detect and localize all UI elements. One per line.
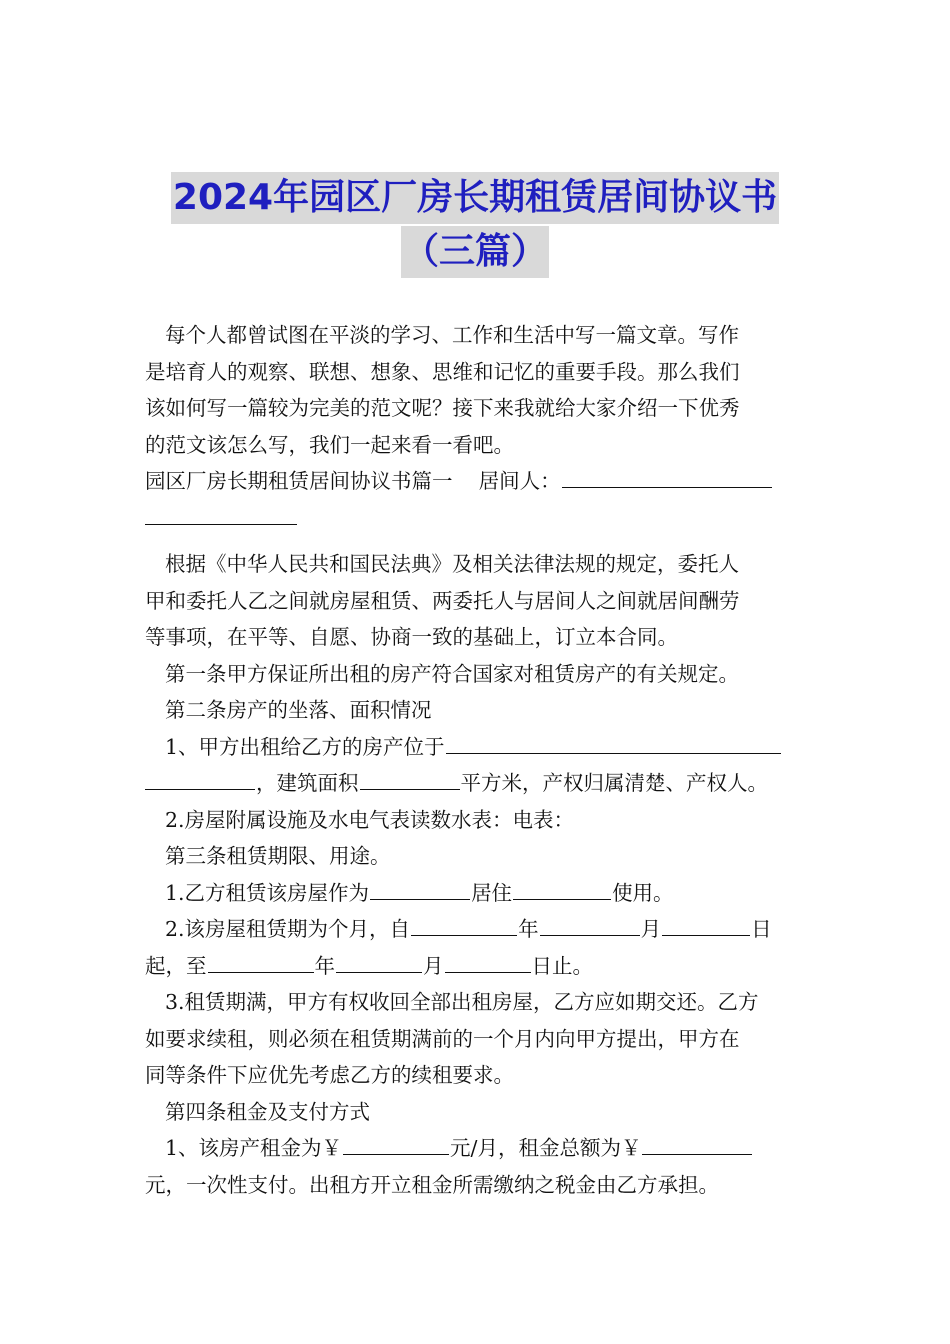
monthly-rent-blank	[343, 1134, 449, 1155]
intro-line: 的范文该怎么写，我们一起来看一看吧。	[145, 432, 514, 457]
legal-basis-line: 等事项，在平等、自愿、协商一致的基础上，订立本合同。	[145, 625, 678, 649]
item-text: 月	[423, 953, 444, 978]
item-text: 年	[518, 917, 539, 941]
item-text: 平方米，产权归属清楚、产权人。	[460, 771, 768, 795]
location-blank	[446, 733, 781, 754]
item-text: 居住	[471, 880, 513, 905]
area-blank	[360, 769, 460, 790]
title-line-1: 2024年园区厂房长期租赁居间协议书	[171, 172, 779, 224]
article-3-item-3: 如要求续租，则必须在租赁期满前的一个月内向甲方提出，甲方在	[145, 1026, 740, 1051]
item-text: 1.乙方租赁该房屋作为	[165, 880, 370, 905]
start-year-blank	[411, 915, 517, 936]
legal-basis-line: 甲和委托人乙之间就房屋租赁、两委托人与居间人之间就居间酬劳	[145, 588, 740, 613]
item-text: 日	[751, 917, 772, 941]
article-3-item-3: 同等条件下应优先考虑乙方的续租要求。	[145, 1063, 514, 1087]
broker-blank-continued	[145, 504, 297, 525]
intro-line: 该如何写一篇较为完美的范文呢？接下来我就给大家介绍一下优秀	[145, 396, 740, 420]
article-3-item-3: 3.租赁期满，甲方有权收回全部出租房屋，乙方应如期交还。乙方	[165, 990, 759, 1014]
intro-line: 是培育人的观察、联想、想象、思维和记忆的重要手段。那么我们	[145, 359, 740, 384]
broker-label: 居间人：	[478, 469, 561, 493]
purpose-blank	[370, 879, 470, 900]
article-3: 第三条租赁期限、用途。	[165, 844, 391, 868]
article-3-item-2	[145, 911, 810, 948]
article-1: 第一条甲方保证所出租的房产符合国家对租赁房产的有关规定。	[165, 661, 739, 686]
document-title	[0, 172, 950, 278]
item-text: 1、该房产租金为￥	[165, 1136, 343, 1160]
article-4-item-1-continued: 元，一次性支付。出租方开立租金所需缴纳之税金由乙方承担。	[145, 1172, 719, 1197]
article-3-item-2-continued	[145, 948, 810, 985]
section1-heading-line	[145, 463, 810, 500]
title-line-2: （三篇）	[401, 226, 549, 278]
article-4-item-1	[145, 1130, 810, 1167]
item-text: 年	[314, 953, 335, 978]
item-text: 日止。	[531, 953, 593, 978]
legal-basis-line: 根据《中华人民共和国民法典》及相关法律法规的规定，委托人	[165, 552, 739, 576]
broker-blank	[562, 467, 772, 488]
total-rent-blank	[642, 1134, 752, 1155]
start-month-blank	[540, 915, 640, 936]
item-text: 1、甲方出租给乙方的房产位于	[165, 734, 445, 759]
article-3-item-1	[145, 875, 810, 912]
article-2: 第二条房产的坐落、面积情况	[165, 698, 432, 722]
intro-line: 每个人都曾试图在平淡的学习、工作和生活中写一篇文章。写作	[165, 323, 739, 347]
article-2-item-1-continued	[145, 765, 810, 802]
end-year-blank	[208, 952, 314, 973]
item-text: 2.该房屋租赁期为个月，自	[165, 917, 411, 941]
item-text: 使用。	[612, 880, 674, 905]
item-text: ，建筑面积	[256, 771, 359, 795]
item-text: 月	[640, 917, 662, 941]
end-day-blank	[445, 952, 531, 973]
start-day-blank	[662, 915, 750, 936]
article-4: 第四条租金及支付方式	[165, 1099, 370, 1124]
article-2-item-2: 2.房屋附属设施及水电气表读数水表：电表：	[165, 807, 575, 832]
location-blank-continued	[145, 769, 255, 790]
use-blank	[513, 879, 611, 900]
broker-blank-line	[145, 500, 810, 537]
document-body	[145, 317, 810, 1203]
end-month-blank	[336, 952, 422, 973]
article-2-item-1	[145, 729, 810, 766]
section1-heading: 园区厂房长期租赁居间协议书篇一	[145, 469, 453, 493]
item-text: 元/月，租金总额为￥	[450, 1136, 642, 1160]
item-text: 起，至	[145, 953, 207, 978]
